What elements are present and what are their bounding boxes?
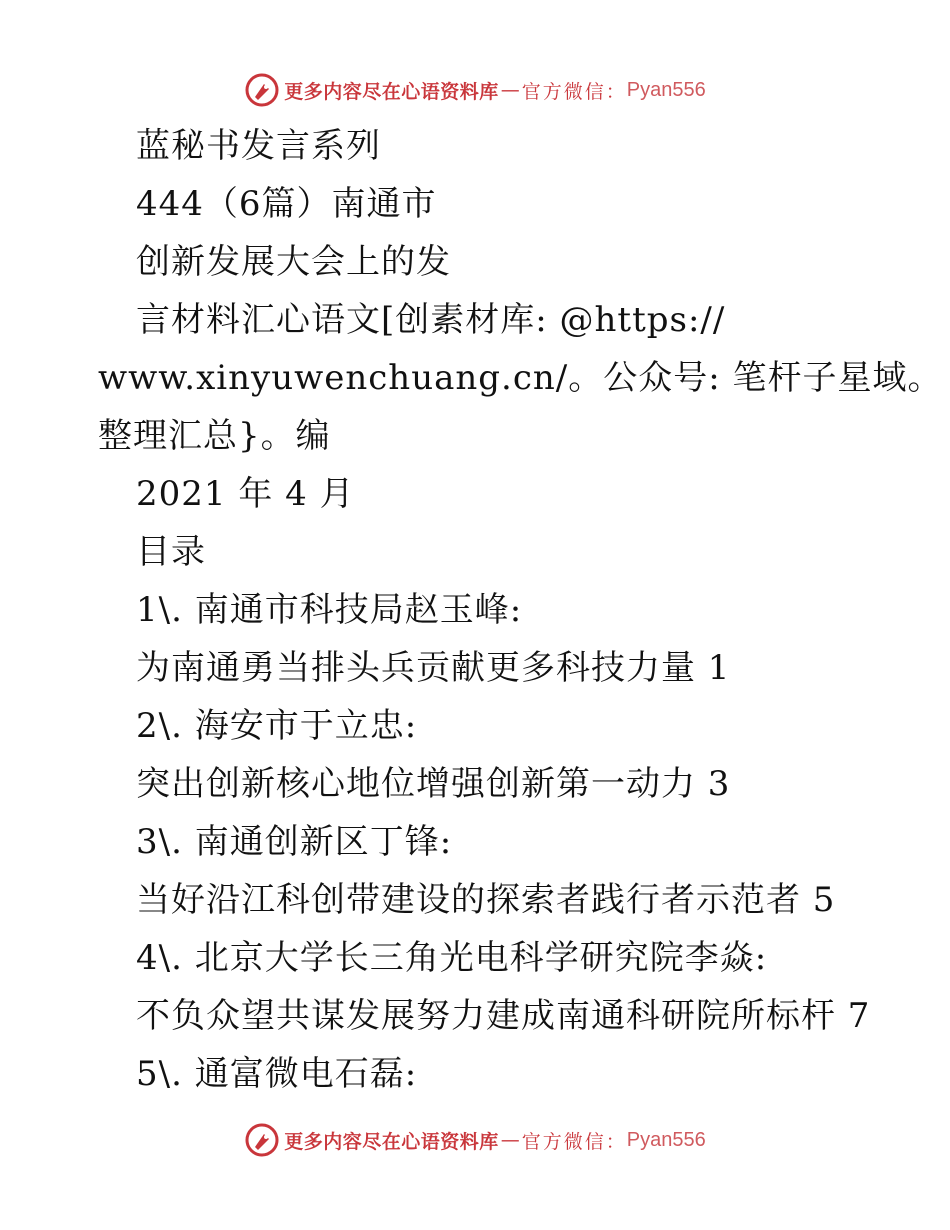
text-line: 5\. 通富微电石磊:	[136, 1054, 418, 1094]
text-line: 当好沿江科创带建设的探索者践行者示范者 5	[136, 880, 836, 920]
banner-main-text: 更多内容尽在心语资料库	[284, 80, 499, 103]
text-line: 创新发展大会上的发	[136, 242, 451, 282]
text-line: 444（6篇）南通市	[136, 184, 437, 224]
text-line: 蓝秘书发言系列	[136, 126, 381, 166]
pen-nib-logo-icon	[244, 72, 280, 108]
header-banner	[0, 70, 950, 110]
banner-wechat-label: 官方微信：	[521, 80, 627, 103]
text-line: 言材料汇心语文[创素材库: @https://	[136, 300, 726, 340]
banner-wechat-id: Pyan556	[626, 1128, 706, 1151]
footer-banner	[0, 1120, 950, 1160]
pen-nib-logo-icon	[244, 1122, 280, 1158]
text-line: 2\. 海安市于立忠:	[136, 706, 418, 746]
document-body	[0, 117, 950, 1103]
banner-wechat-id: Pyan556	[626, 78, 706, 101]
text-line: 目录	[136, 532, 206, 572]
banner-wechat-label: 官方微信：	[521, 1130, 627, 1153]
text-line: www.xinyuwenchuang.cn/。公众号: 笔杆子星域。	[98, 358, 943, 398]
text-line: 整理汇总}。编	[98, 416, 331, 456]
text-line: 3\. 南通创新区丁锋:	[136, 822, 453, 862]
banner-separator: —	[500, 1129, 520, 1151]
text-line: 突出创新核心地位增强创新第一动力 3	[136, 764, 731, 804]
text-line: 1\. 南通市科技局赵玉峰:	[136, 590, 523, 630]
banner-separator: —	[500, 79, 520, 101]
banner-main-text: 更多内容尽在心语资料库	[284, 1130, 499, 1153]
text-line: 为南通勇当排头兵贡献更多科技力量 1	[136, 648, 731, 688]
text-line: 4\. 北京大学长三角光电科学研究院李焱:	[136, 938, 768, 978]
text-line: 不负众望共谋发展努力建成南通科研院所标杆 7	[136, 996, 871, 1036]
text-line: 2021 年 4 月	[136, 474, 355, 514]
